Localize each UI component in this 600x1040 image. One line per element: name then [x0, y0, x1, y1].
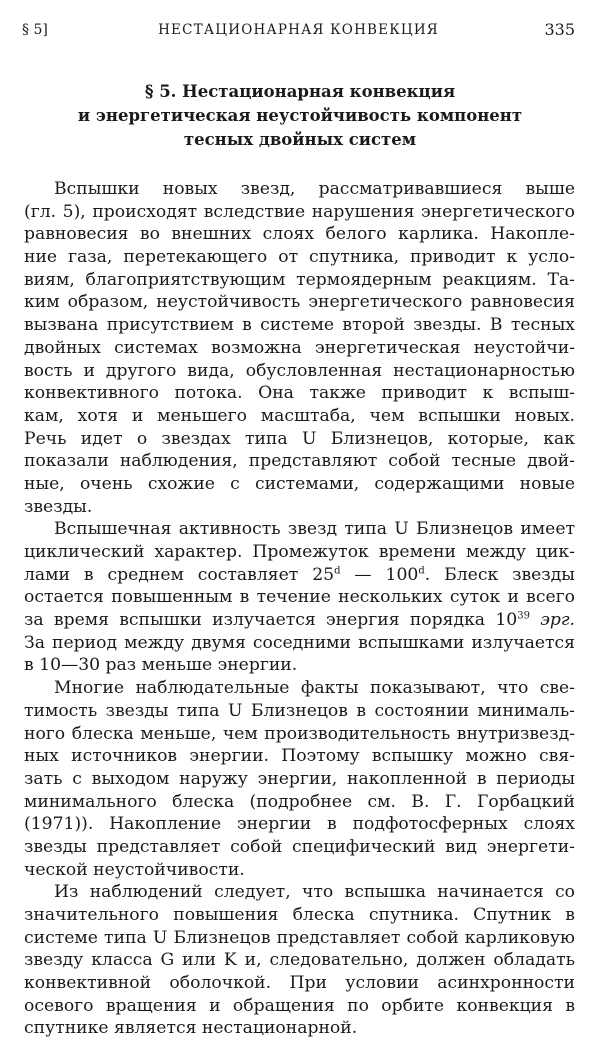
text-line: осевого вращения и обращения по орбите конвекция в — [24, 995, 575, 1016]
text-line: ким образом, неустойчивость энергетического равновесия — [24, 292, 575, 313]
text-line: циклический характер. Промежуток времени между цик- — [24, 542, 575, 562]
header-section: § 5] — [22, 22, 48, 38]
text-line: Вспышечная активность звезд типа U Близнецов имеет — [54, 519, 575, 540]
text-line — [24, 609, 575, 632]
running-header — [22, 20, 575, 42]
text-line: остается повышенным в течение нескольких суток и всего — [24, 587, 575, 608]
text-line: ческой неустойчивости. — [24, 859, 245, 880]
text-line: вызвана присутствием в системе второй звезды. В тесных — [24, 315, 575, 336]
text-line: вость и другого вида, обусловленная нестационарностью — [24, 360, 575, 381]
text-line: ных источников энергии. Поэтому вспышку можно свя- — [24, 746, 575, 767]
text-line: (гл. 5), происходят вследствие нарушения энергетического — [24, 201, 575, 222]
text-line: кам, хотя и меньшего масштаба, чем вспышки новых. — [24, 405, 575, 426]
text-line: Из наблюдений следует, что вспышка начинается со — [54, 882, 575, 903]
text-line: звезды представляет собой специфический вид энергети- — [24, 836, 575, 857]
text-line: минимального блеска (подробнее см. В. Г. Горбацкий — [24, 791, 575, 812]
text-segment: лами в среднем составляет — [24, 564, 299, 585]
text-line: двойных системах возможна энергетическая неустойчи- — [24, 337, 575, 358]
text-line: Вспышки новых звезд, рассматривавшиеся выше — [54, 179, 575, 199]
text-line: звезды. — [24, 496, 93, 517]
unit: эрг. — [540, 610, 575, 631]
text-line: ного блеска меньше, чем производительность внутризвезд- — [24, 723, 575, 744]
page-number: 335 — [544, 20, 575, 39]
text-segment: . Блеск звезды — [424, 564, 575, 585]
text-line: зать с выходом наружу энергии, накопленной в периоды — [24, 768, 575, 789]
text-line: ние газа, перетекающего от спутника, приводит к усло- — [24, 247, 575, 268]
text-line: значительного повышения блеска спутника. Спутник в — [24, 905, 575, 925]
number: 25 — [312, 564, 335, 585]
text-line: системе типа U Близнецов представляет собой карликовую — [24, 927, 575, 948]
text-line: равновесия во внешних слоях белого карлика. Накопле- — [24, 224, 575, 245]
text-line: (1971)). Накопление энергии в подфотосферных слоях — [24, 814, 575, 835]
text-segment — [354, 565, 575, 585]
text-line: в 10—30 раз меньше энергии. — [24, 655, 298, 676]
section-title-line: § 5. Нестационарная конвекция — [144, 82, 456, 101]
section-title-line: тесных двойных систем — [183, 130, 417, 149]
text-segment — [312, 565, 340, 585]
text-line: спутнике является нестационарной. — [24, 1018, 358, 1039]
text-line: тимость звезды типа U Близнецов в состоянии минималь- — [24, 700, 575, 721]
text-line: Речь идет о звездах типа U Близнецов, которые, как — [24, 428, 575, 449]
text-line: виям, благоприятствующим термоядерным реакциям. Та- — [24, 269, 575, 290]
text-line: За период между двумя соседними вспышками излучается — [24, 632, 575, 653]
text-line: показали наблюдения, представляют собой тесные двой- — [24, 451, 575, 472]
superscript: 39 — [517, 610, 530, 622]
text-segment — [24, 610, 530, 630]
text-line: звезду класса G или K и, следовательно, должен обладать — [24, 950, 575, 971]
section-title-line: и энергетическая неустойчивость компонент — [77, 106, 523, 125]
text-segment: за время вспышки излучается энергия порядка 10 — [24, 610, 518, 631]
text-line: ные, очень схожие с системами, содержащими новые — [24, 473, 575, 494]
text-line — [24, 564, 575, 587]
text-line: Многие наблюдательные факты показывают, что све- — [54, 678, 575, 699]
superscript: d — [418, 564, 425, 576]
text-line: конвективной оболочкой. При условии асинхронности — [24, 973, 575, 994]
number: — 100 — [354, 564, 419, 585]
text-line: конвективного потока. Она также приводит к вспыш- — [24, 383, 575, 404]
section-title — [0, 80, 600, 152]
body-text — [24, 178, 575, 1040]
header-running-title: НЕСТАЦИОНАРНАЯ КОНВЕКЦИЯ — [158, 22, 439, 38]
superscript: d — [334, 564, 341, 576]
